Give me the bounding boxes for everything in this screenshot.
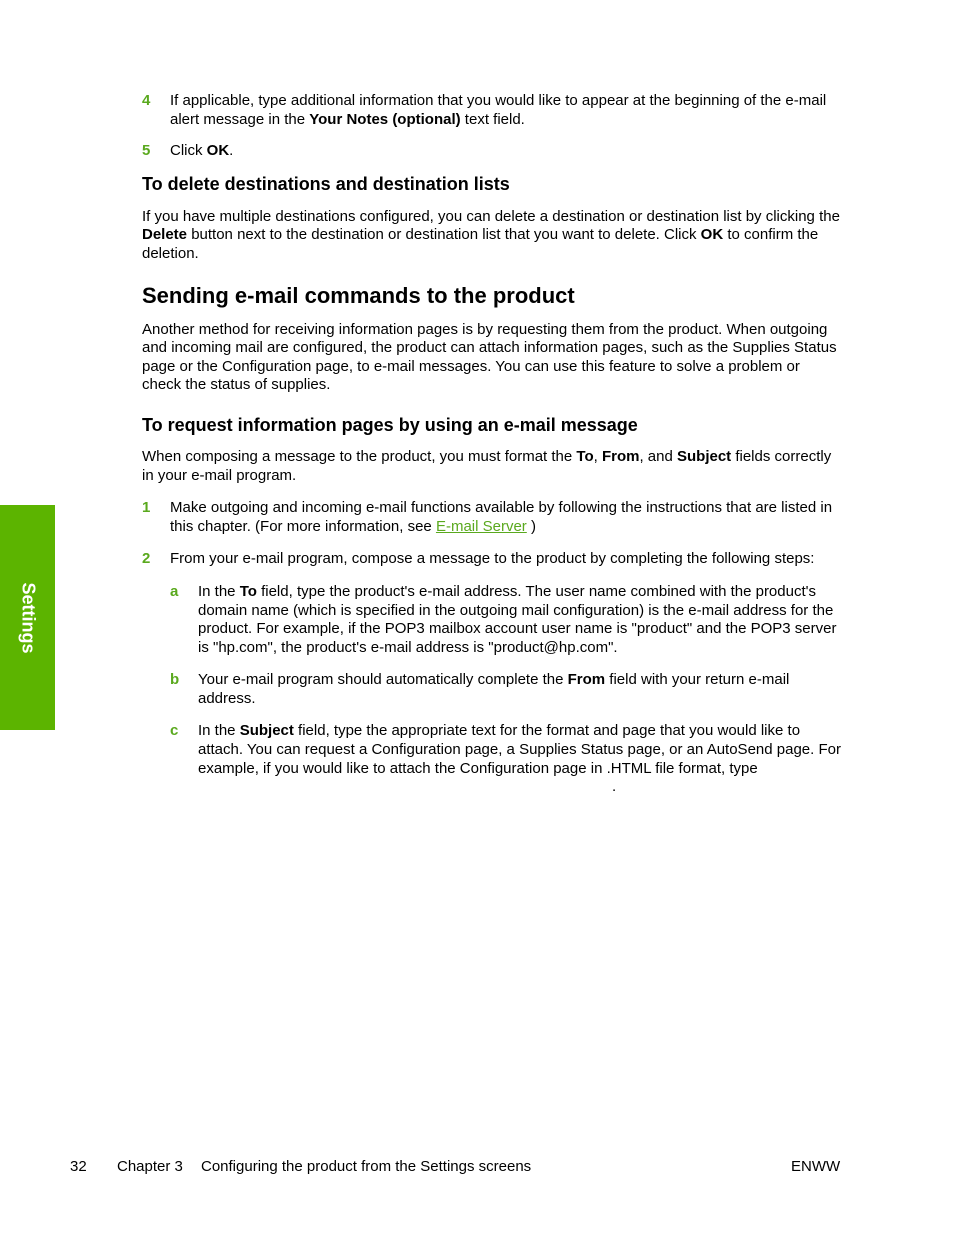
substep-letter: c [170, 722, 179, 740]
substep-text: In the To field, type the product's e-mail address. The user name combined with the product's domain name (which is specified in the outgoing mail configuration) is the e-mail address for the product. For example, if the POP3 mailbox account user name is "product" and the POP3 server is "hp.com", the product's e-mail address is "product@hp.com". [198, 582, 837, 656]
request-heading: To request information pages by using an e-mail message [142, 414, 638, 435]
step-number: 4 [142, 92, 151, 109]
step-text: From your e-mail program, compose a message to the product by completing the following steps: [170, 550, 815, 568]
delete-heading: To delete destinations and destination lists [142, 173, 510, 194]
step-1 [142, 499, 842, 536]
side-tab-settings [0, 505, 55, 730]
step-text: If applicable, type additional information that you would like to appear at the beginning of the e-mail alert message in the Your Notes (optional) text field. [170, 92, 827, 128]
footer-chapter: Chapter 3 [117, 1158, 183, 1175]
substep-b [170, 671, 842, 708]
step-text: Click OK. [170, 142, 234, 160]
substep-text: In the Subject field, type the appropriate text for the format and page that you would like to attach. You can request a Configuration page, a Supplies Status page, or an AutoSend page. For example, if you would like to attach the Configuration page in .HTML file format, type. [198, 722, 841, 796]
step-number: 5 [142, 142, 151, 160]
substep-letter: b [170, 671, 180, 689]
email-server-link[interactable]: E-mail Server [435, 517, 527, 535]
substep-letter: a [170, 582, 179, 600]
delete-paragraph: If you have multiple destinations configured, you can delete a destination or destination list by clicking the Delete button next to the destination or destination list that you want to delete. Click OK to confirm the deletion. [142, 207, 840, 262]
substep-a [170, 583, 842, 657]
substep-text: Your e-mail program should automatically complete the From field with your return e-mail address. [198, 671, 790, 707]
step-number: 2 [142, 550, 151, 568]
step-text: Make outgoing and incoming e-mail functions available by following the instructions that are listed in this chapter. (For more information, see E-mail Server ) [170, 499, 833, 535]
sending-paragraph: Another method for receiving information pages is by requesting them from the product. When outgoing and incoming mail are configured, the product can attach information pages, such as the Supplies Status page or the Configuration page, to e-mail messages. You can use this feature to solve a problem or check the status of supplies. [142, 320, 837, 394]
request-paragraph: When composing a message to the product, you must format the To, From, and Subject fields correctly in your e-mail program. [142, 447, 832, 484]
substep-c [170, 722, 842, 796]
sending-heading: Sending e-mail commands to the product [142, 282, 575, 308]
step-number: 1 [142, 499, 151, 517]
side-tab-label: Settings [17, 581, 38, 654]
page-content [142, 92, 842, 797]
step-5 [142, 142, 842, 161]
footer-enww: ENWW [791, 1158, 841, 1175]
footer-chapter-title: Configuring the product from the Settings screens [201, 1158, 532, 1175]
step-4 [142, 92, 842, 129]
footer-page-number: 32 [70, 1158, 87, 1175]
step-2 [142, 550, 842, 797]
